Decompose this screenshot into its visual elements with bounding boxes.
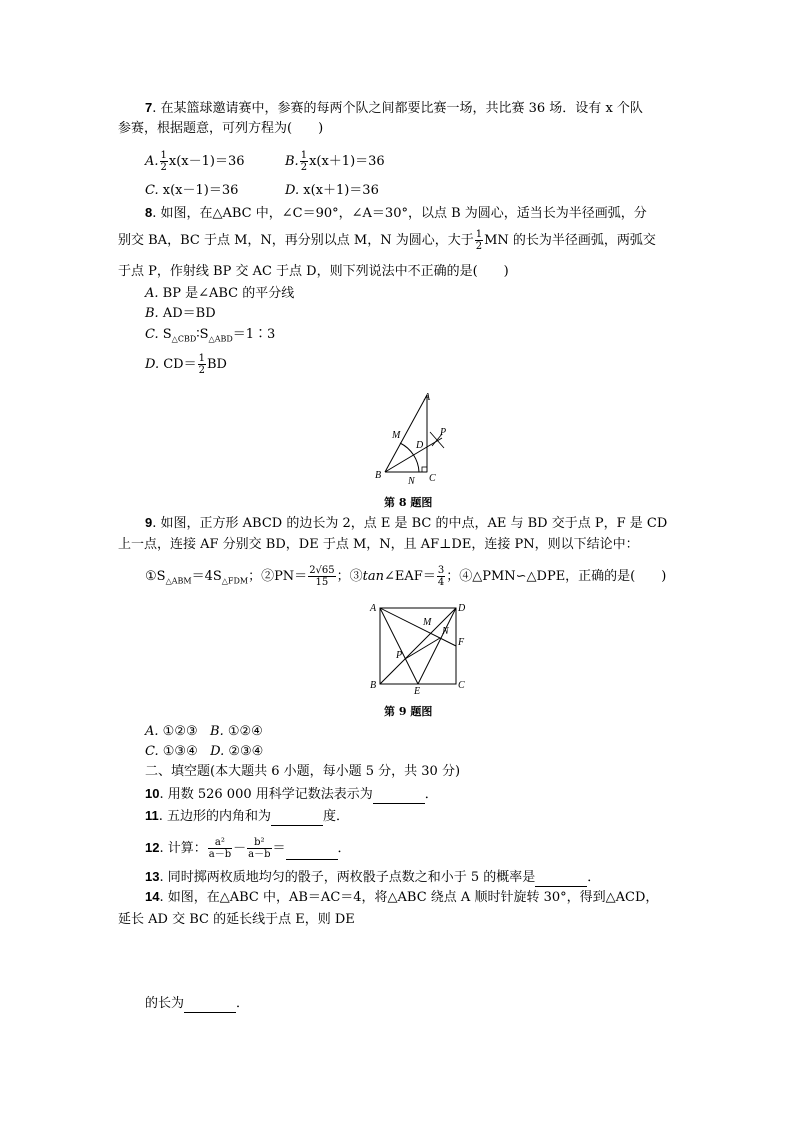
q8-stem-fraction: $\frac{1}{2}$ xyxy=(475,229,483,252)
q8-figure xyxy=(370,390,450,490)
q13-answer-blank[interactable] xyxy=(535,872,587,887)
q9-options-row2 xyxy=(145,743,263,761)
section-2-heading: 二、填空题(本大题共 6 小题，每小题 5 分，共 30 分) xyxy=(145,764,461,779)
q7-option-d[interactable]: D. x(x＋1)＝36 xyxy=(285,183,379,198)
q8-stem-line2: 别交 BA，BC 于点 M，N，再分别以点 M，N 为圆心，大于 $\frac{1}{2}$ MN 的长为半径画弧，两弧交 xyxy=(118,229,656,252)
fig9-diagonal-bd xyxy=(380,608,456,684)
fig8-label-b: B xyxy=(375,470,382,481)
q9-pn-fraction: $\frac{2√65}{15}$ xyxy=(309,565,335,588)
fig9-segment-ae xyxy=(380,608,418,684)
q7-option-a[interactable]: A. $\frac{1}{2}$ x(x－1)＝36 xyxy=(145,150,245,173)
q12-fraction-2: $\frac{\text{b²}}{a-b}$ xyxy=(248,837,271,860)
fig8-label-m: M xyxy=(392,430,401,441)
fig9-label-p: P xyxy=(396,650,403,661)
fig8-label-a: A xyxy=(424,392,431,403)
q12-answer-blank[interactable] xyxy=(286,845,338,860)
q9-options-row1 xyxy=(145,723,263,741)
fig9-label-a: A xyxy=(370,603,377,614)
q7-stem-line2: 参赛，根据题意，可列方程为( ) xyxy=(118,121,324,136)
fig8-label-c: C xyxy=(429,473,436,484)
q9-option-a[interactable]: A. ①②③ xyxy=(145,724,198,739)
q12-fraction-1: $\frac{\text{a²}}{a-b}$ xyxy=(208,837,232,860)
q9-option-b[interactable]: B. ①②④ xyxy=(210,724,263,739)
q10-answer-blank[interactable] xyxy=(373,789,425,804)
q7-b-fraction: $\frac{1}{2}$ xyxy=(300,150,308,173)
q9-stem-line2: 上一点，连接 AF 分别交 BD，DE 于点 M，N，且 AF⊥DE，连接 PN，则以下结论中： xyxy=(118,537,639,552)
fig8-label-n: N xyxy=(408,476,415,487)
q8-d-fraction: $\frac{1}{2}$ xyxy=(198,353,205,376)
q9-figure xyxy=(368,598,472,696)
fig9-label-b: B xyxy=(370,680,377,691)
q8-option-b[interactable]: B. AD＝BD xyxy=(145,306,216,321)
q8-figure-caption: 第 8 题图 xyxy=(384,496,433,509)
q7-stem-line1: 7. 在某篮球邀请赛中，参赛的每两个队之间都要比赛一场，共比赛 36 场．设有 x 个队 xyxy=(145,100,643,116)
q14-stem-line1: 14. 如图，在△ABC 中，AB＝AC＝4，将△ABC 绕点 A 顺时针旋转 30°，得到△ACD， xyxy=(145,889,659,905)
q9-statements: $①S_{\triangle ABM}=4S_{\triangle FDM}$；②PN＝ $\frac{2√65}{15}$ ；③tan∠EAF＝ $\frac{3}{4}$ ；④△PMN∽△DPE，正确的是( ) xyxy=(145,565,667,588)
q8-option-c[interactable]: C. $S_{\triangle CBD}∶S_{\triangle ABD}=1∶3$ xyxy=(145,327,276,344)
q9-option-d[interactable]: D. ②③④ xyxy=(210,744,264,759)
fig9-label-m: M xyxy=(423,617,432,628)
q10: 10. 用数 526 000 用科学记数法表示为 ． xyxy=(145,786,438,802)
q8-stem-line1: 8. 如图，在△ABC 中，∠C＝90°，∠A＝30°，以点 B 为圆心，适当长为半径画弧，分 xyxy=(145,205,647,221)
q9-tan-fraction: $\frac{3}{4}$ xyxy=(437,565,445,588)
q9-option-c[interactable]: C. ①③④ xyxy=(145,744,198,759)
q11: 11. 五边形的内角和为 度． xyxy=(145,808,350,824)
q7-a-fraction: $\frac{1}{2}$ xyxy=(160,150,167,173)
q14-answer-line: 的长为 ． xyxy=(145,996,250,1011)
fig8-right-angle xyxy=(422,467,427,472)
q7-option-b[interactable]: B. $\frac{1}{2}$ x(x＋1)＝36 xyxy=(285,150,385,173)
q8-option-d[interactable]: D. CD＝ $\frac{1}{2}$ BD xyxy=(145,353,227,376)
q9-stem-line1: 9. 如图，正方形 ABCD 的边长为 2，点 E 是 BC 的中点，AE 与 BD 交于点 P，F 是 CD xyxy=(145,515,668,531)
fig9-label-f: F xyxy=(458,637,465,648)
fig9-label-n: N xyxy=(442,626,449,637)
q9-number: 9 xyxy=(145,515,153,530)
q8-number: 8 xyxy=(145,205,153,220)
fig8-label-d: D xyxy=(416,440,424,451)
q11-answer-blank[interactable] xyxy=(271,811,323,826)
fig9-label-e: E xyxy=(414,686,421,696)
q12: 12. 计算： $\frac{\text{a²}}{a-b}$ － $\frac{\text{b²}}{a-b}$ ＝ ． xyxy=(145,837,351,860)
q14-answer-blank[interactable] xyxy=(184,998,236,1013)
q8-stem-line3: 于点 P，作射线 BP 交 AC 于点 D，则下列说法中不正确的是( ) xyxy=(118,264,509,279)
fig8-label-p: P xyxy=(440,427,447,438)
q13: 13. 同时掷两枚质地均匀的骰子，两枚骰子点数之和小于 5 的概率是 ． xyxy=(145,869,601,885)
q14-stem-line2: 延长 AD 交 BC 的延长线于点 E，则 DE xyxy=(118,912,355,927)
fig9-label-c: C xyxy=(458,680,465,691)
q8-option-a[interactable]: A. BP 是∠ABC 的平分线 xyxy=(145,286,295,301)
q7-number: 7 xyxy=(145,100,153,115)
q7-option-c[interactable]: C. x(x－1)＝36 xyxy=(145,183,239,198)
q9-figure-caption: 第 9 题图 xyxy=(384,705,433,718)
fig9-label-d: D xyxy=(458,603,466,614)
